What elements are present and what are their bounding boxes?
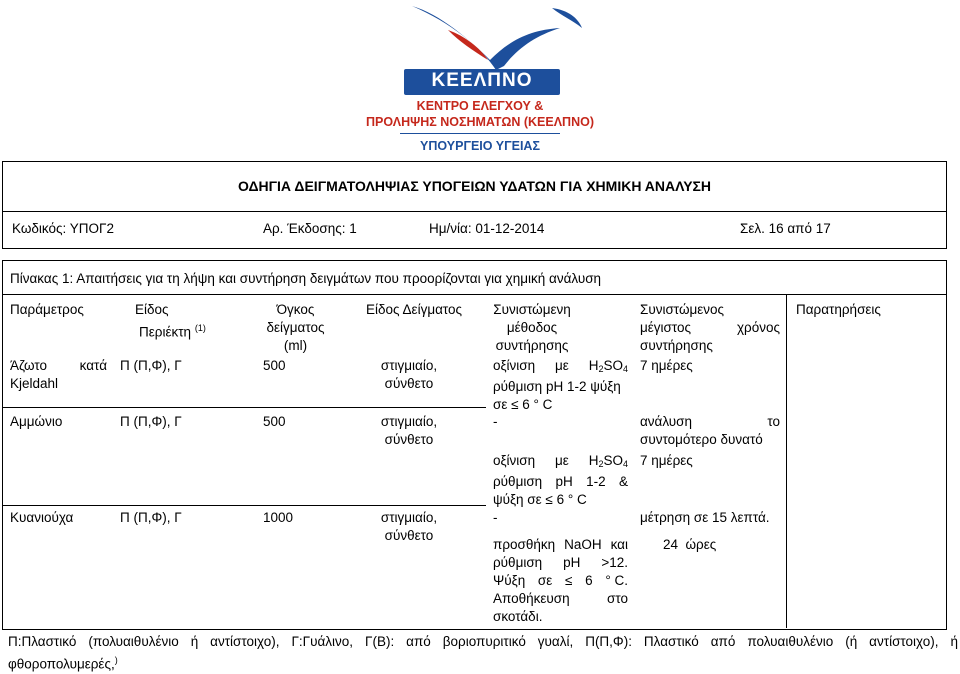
- row-1-method-word-2: με: [555, 358, 569, 373]
- row-3-method-line-2: [493, 554, 628, 572]
- formula-so: SO: [603, 358, 623, 373]
- header-volume-line-1: Όγκος: [276, 302, 315, 317]
- row-2-method-line-2-word-1: ρύθμιση: [493, 474, 543, 489]
- footnote-line-1: Π:Πλαστικό (πολυαιθυλένιο ή αντίστοιχο), Γ:Γυάλινο, Γ(Β): από βοριοπυριτικό γυαλί, Π(Π,Φ): Πλαστικό από πολυαιθυλένιο (ή αντίστοιχο), ή: [8, 634, 958, 649]
- formula-sub-2: 2: [598, 364, 604, 374]
- row-divider-2: [2, 505, 486, 506]
- row-1-sample-type: [355, 357, 463, 393]
- footnote-line-2: [8, 651, 958, 674]
- formula-sub-2: 2: [598, 459, 604, 469]
- header-method: [493, 301, 571, 355]
- row-2-time-note: [640, 413, 780, 449]
- row-1-max-time: 7 ημέρες: [640, 358, 693, 373]
- row-1-method-line-3: σε ≤ 6 ° C: [493, 397, 553, 412]
- row-1-param: [10, 357, 107, 393]
- row-3-method-line-5: σκοτάδι.: [493, 609, 543, 624]
- row-divider-1: [2, 407, 486, 408]
- row-2-method-line-3: ψύξη σε ≤ 6 ° C: [493, 492, 587, 507]
- row-2-max-time: 7 ημέρες: [640, 453, 693, 468]
- row-2-method-line-1: [493, 452, 628, 473]
- row-3-dash: -: [493, 510, 498, 525]
- header-volume-line-3: (ml): [283, 338, 308, 353]
- header-method-line-2: μέθοδος: [506, 320, 558, 335]
- formula-h: H: [588, 453, 599, 468]
- footnote-line-2-paren: ): [114, 655, 118, 665]
- row-2-method-line-2-word-2: pH: [555, 474, 573, 489]
- row-2-method-line-2: [493, 473, 628, 491]
- row-1-method-formula: [589, 357, 628, 378]
- row-3-method-line-1: [493, 536, 628, 554]
- row-3-volume: 1000: [263, 510, 294, 525]
- row-2-param: Αμμώνιο: [10, 414, 63, 429]
- row-3-method-line-4: [493, 590, 628, 608]
- header-param: Παράμετρος: [10, 302, 84, 317]
- notes-column-divider: [786, 294, 787, 628]
- row-3-method-line-3-word-1: Ψύξη: [493, 573, 526, 588]
- row-3-method-word-1: προσθήκη: [493, 537, 556, 552]
- header-method-line-3: συντήρησης: [495, 338, 569, 353]
- row-2-method-word-1: οξίνιση: [493, 453, 536, 468]
- row-2-type-line-1: στιγμιαίο,: [380, 414, 438, 429]
- header-max-time-word-2: χρόνος: [736, 320, 780, 335]
- logo-name: ΚΕΕΛΠΝΟ: [431, 70, 533, 91]
- row-3-method-line-2-word-1: ρύθμιση: [493, 555, 543, 570]
- header-volume: [248, 301, 343, 355]
- table-caption: Πίνακας 1: Απαιτήσεις για τη λήψη και συντήρηση δειγμάτων που προορίζονται για χημική ανάλυση: [10, 271, 602, 286]
- page-number: Σελ. 16 από 17: [740, 221, 831, 236]
- row-3-max-time: 24 ώρες: [663, 537, 717, 552]
- row-3-method-word-2: NaOH: [564, 537, 602, 552]
- row-2-method-line-2-word-4: &: [618, 474, 628, 489]
- header-max-time-line-1: Συνιστώμενος: [640, 302, 725, 317]
- row-1-param-word-2: κατά: [79, 358, 107, 373]
- row-3-type-line-2: σύνθετο: [384, 528, 434, 543]
- header-max-time-word-1: μέγιστος: [640, 320, 692, 335]
- document-title: ΟΔΗΓΙΑ ΔΕΙΓΜΑΤΟΛΗΨΙΑΣ ΥΠΟΓΕΙΩΝ ΥΔΑΤΩΝ ΓΙΑ ΧΗΜΙΚΗ ΑΝΑΛΥΣΗ: [237, 178, 712, 194]
- row-2-container: Π (Π,Φ), Γ: [120, 414, 182, 429]
- formula-sub-4: 4: [622, 459, 628, 469]
- row-1-method-word-1: οξίνιση: [493, 358, 536, 373]
- formula-so: SO: [603, 453, 623, 468]
- row-1-type-line-1: στιγμιαίο,: [380, 358, 438, 373]
- row-3-method: [493, 536, 628, 626]
- formula-h: H: [588, 358, 599, 373]
- document-code: Κωδικός: ΥΠΟΓ2: [12, 221, 114, 236]
- header-max-time: [640, 301, 780, 355]
- header-container: [135, 301, 206, 342]
- row-1-container: Π (Π,Φ), Γ: [120, 358, 182, 373]
- row-2-time-note-line-1: [640, 413, 780, 431]
- row-1-method: [493, 357, 628, 414]
- row-3-container: Π (Π,Φ), Γ: [120, 510, 182, 525]
- header-volume-line-2: δείγματος: [266, 320, 325, 335]
- row-2-time-note-word-1: ανάλυση: [640, 414, 693, 429]
- row-2-method-line-2-word-3: 1-2: [586, 474, 606, 489]
- logo-line-3: ΥΠΟΥΡΓΕΙΟ ΥΓΕΙΑΣ: [420, 139, 540, 153]
- row-3-method-line-3: [493, 572, 628, 590]
- formula-sub-4: 4: [622, 364, 628, 374]
- row-3-method-line-3-word-5: ° C.: [605, 573, 628, 588]
- row-3-sample-type: [355, 509, 463, 545]
- logo-divider: [400, 133, 560, 134]
- row-2-dash: -: [493, 414, 498, 429]
- header-container-footnote-ref: (1): [194, 323, 206, 333]
- row-2-time-note-word-2: το: [767, 414, 780, 429]
- header-container-line-1: Είδος: [135, 302, 169, 317]
- row-3-param: Κυανιούχα: [10, 510, 74, 525]
- header-divider: [2, 211, 947, 212]
- row-1-volume: 500: [263, 358, 286, 373]
- row-1-type-line-2: σύνθετο: [384, 376, 434, 391]
- row-3-method-line-4-word-2: στο: [607, 591, 628, 606]
- header-notes: Παρατηρήσεις: [796, 302, 881, 317]
- caption-divider: [2, 294, 947, 295]
- row-3-time-note: μέτρηση σε 15 λεπτά.: [640, 510, 770, 525]
- row-2-method-word-2: με: [555, 453, 569, 468]
- logo-line-2: ΠΡΟΛΗΨΗΣ ΝΟΣΗΜΑΤΩΝ (ΚΕΕΛΠΝΟ): [366, 115, 594, 129]
- row-1-param-line-2: Kjeldahl: [10, 376, 59, 391]
- row-2-type-line-2: σύνθετο: [384, 432, 434, 447]
- row-1-method-line-1: [493, 357, 628, 378]
- header-max-time-line-3: συντήρησης: [640, 338, 713, 353]
- row-2-volume: 500: [263, 414, 286, 429]
- row-3-method-word-3: και: [610, 537, 628, 552]
- row-3-method-line-4-word-1: Αποθήκευση: [493, 591, 570, 606]
- swallow-logo-icon: [320, 0, 640, 70]
- footnote: [8, 633, 958, 674]
- footnote-line-2-text: φθοροπολυμερές,: [8, 656, 115, 672]
- edition-number: Αρ. Έκδοσης: 1: [263, 221, 357, 236]
- row-1-param-word-1: Άζωτο: [10, 358, 48, 373]
- logo-line-1: ΚΕΝΤΡΟ ΕΛΕΓΧΟΥ &: [416, 99, 544, 113]
- row-3-method-line-3-word-2: σε: [537, 573, 553, 588]
- header-container-text: Περιέκτη: [139, 324, 192, 340]
- document-date: Ημ/νία: 01-12-2014: [429, 221, 545, 236]
- header-max-time-line-2: [640, 319, 780, 337]
- row-2-method-formula: [589, 452, 628, 473]
- row-3-method-line-2-word-3: >12.: [601, 555, 628, 570]
- header-container-line-2: [135, 319, 206, 342]
- row-3-method-line-2-word-2: pH: [563, 555, 581, 570]
- row-3-method-line-3-word-3: ≤: [564, 573, 573, 588]
- row-2-time-note-line-2: συντομότερο δυνατό: [640, 432, 763, 447]
- header-method-line-1: Συνιστώμενη: [493, 302, 571, 317]
- row-2-sample-type: [355, 413, 463, 449]
- header-sample-type: Είδος Δείγματος: [366, 302, 463, 317]
- row-3-type-line-1: στιγμιαίο,: [380, 510, 438, 525]
- row-2-method: [493, 452, 628, 509]
- row-3-method-line-3-word-4: 6: [585, 573, 593, 588]
- row-1-param-line-1: [10, 357, 107, 375]
- row-1-method-line-2: ρύθμιση pH 1-2 ψύξη: [493, 379, 621, 394]
